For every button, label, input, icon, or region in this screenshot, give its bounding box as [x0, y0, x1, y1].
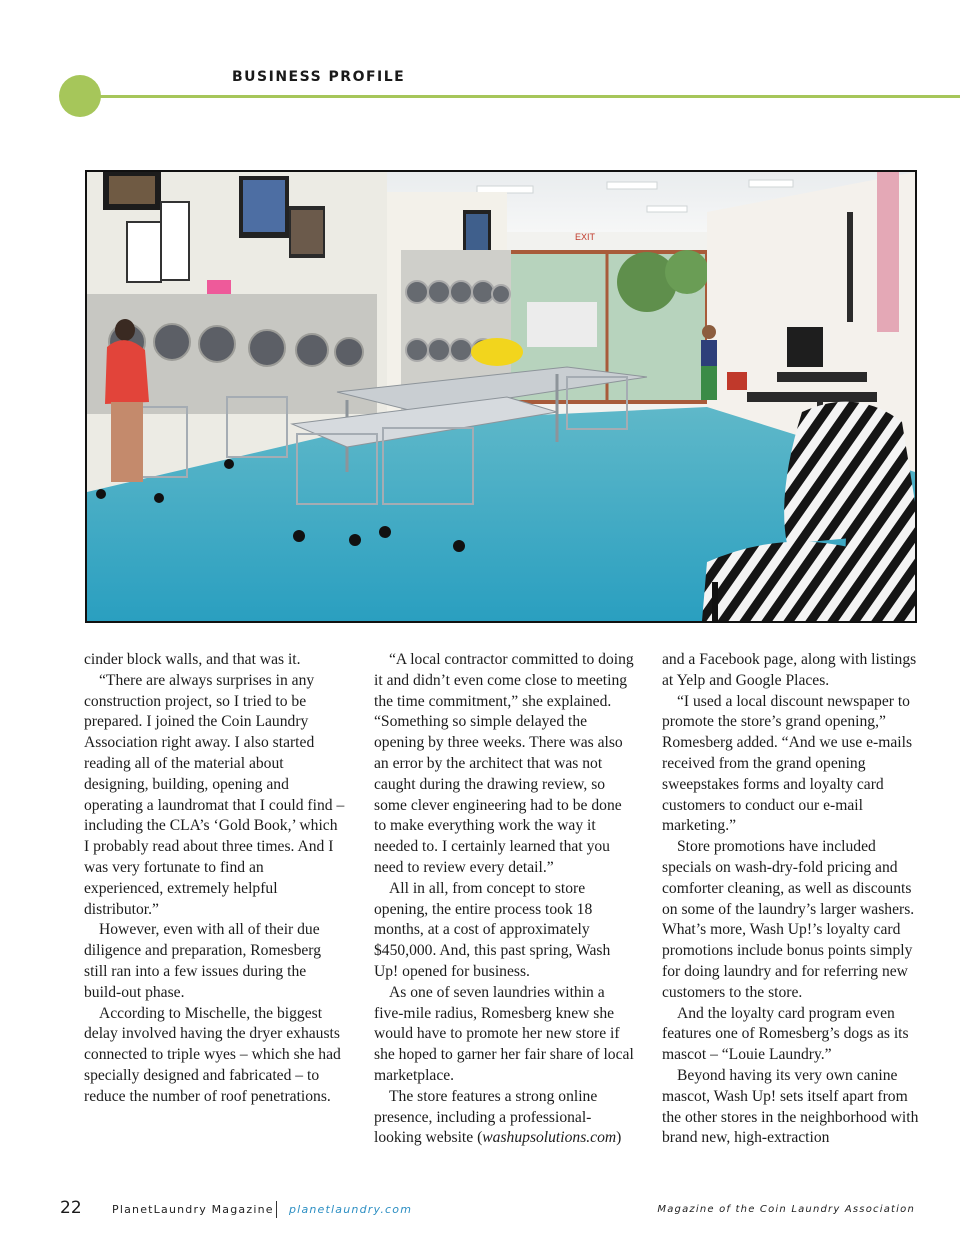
paragraph — [374, 1087, 636, 1149]
paragraph: Beyond having its very own canine mascot, Wash Up! sets itself apart from the other stores in the neighborhood with brand new, high-extraction — [662, 1066, 919, 1147]
paragraph: and a Facebook page, along with listings at Yelp and Google Places. — [662, 651, 917, 689]
paragraph: As one of seven laundries within a five-mile radius, Romesberg knew she would have to promote her new store if she hoped to garner her fair share of local marketplace. — [374, 983, 634, 1084]
website-link[interactable]: planetlaundry.com — [289, 1203, 413, 1216]
paragraph: “I used a local discount newspaper to promote the store’s grand opening,” Romesberg added. “And we use e-mails received from the grand opening sweepstakes forms and loyalty card customers to conduct our e-mail marketing.” — [662, 692, 913, 835]
paragraph-close: ) — [616, 1129, 622, 1147]
paragraph: Store promotions have included specials on wash-dry-fold pricing and comforter cleaning, as well as discounts on some of the laundry’s larger washers. What’s more, Wash Up!’s loyalty card promotions include bonus points simply for doing laundry and for referring new customers to the store. — [662, 838, 915, 1001]
paragraph: “A local contractor committed to doing it and didn’t even come close to meeting the time commitment,” she explained. “Something so simple delayed the opening by three weeks. There was also an error by the architect that was not caught during the drawing review, so some clever engineering had to be done to make everything work the way it needed to. I certainly learned that you need to review every detail.” — [374, 651, 634, 876]
paragraph: However, even with all of their due diligence and preparation, Romesberg still ran into a few issues during the build-out phase. — [84, 921, 322, 1001]
exit-sign: EXIT — [575, 232, 596, 242]
page-number: 22 — [60, 1198, 82, 1218]
paragraph: cinder block walls, and that was it. — [84, 651, 301, 668]
section-label: BUSINESS PROFILE — [232, 69, 406, 85]
article-column-1 — [84, 650, 346, 1108]
paragraph: And the loyalty card program even features one of Romesberg’s dogs as its mascot – “Louie Laundry.” — [662, 1004, 909, 1064]
article-column-3 — [662, 650, 924, 1149]
paragraph: “There are always surprises in any construction project, so I tried to be prepared. I joined the Coin Laundry Association right away. I also started reading all of the material about designing, building, opening and operating a laundromat that I could find – including the CLA’s ‘Gold Book,’ which I probably read about three times. And I was very fortunate to find an experienced, extremely helpful distributor.” — [84, 671, 345, 918]
website-reference: washupsolutions.com — [482, 1129, 617, 1147]
magazine-name: PlanetLaundry Magazine — [112, 1203, 274, 1216]
laundromat-photo — [85, 170, 917, 623]
header-rule — [95, 95, 960, 98]
article-column-2 — [374, 650, 636, 1149]
paragraph-text: The store features a strong online presence, including a professional-looking website ( — [374, 1087, 598, 1147]
page-footer — [0, 1198, 960, 1222]
footer-separator — [276, 1201, 277, 1218]
paragraph: All in all, from concept to store opening, the entire process took 18 months, at a cost of approximately $450,000. And, this past spring, Wash Up! opened for business. — [374, 879, 611, 980]
association-tagline: Magazine of the Coin Laundry Association — [657, 1204, 915, 1215]
paragraph: According to Mischelle, the biggest delay involved having the dryer exhausts connected to triple wyes – which she had specially designed and fabricated – to reduce the number of roof penetrations. — [84, 1004, 341, 1105]
